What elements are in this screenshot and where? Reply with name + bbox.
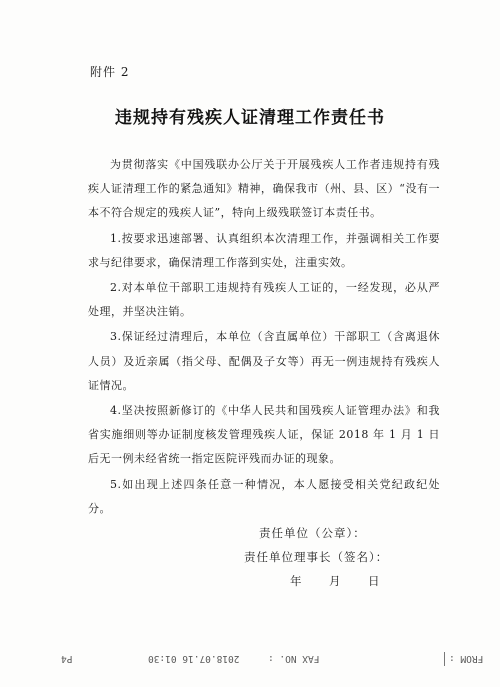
fax-divider	[444, 652, 445, 666]
date-line: 年 月 日	[290, 574, 388, 588]
clause-4-paragraph: 4.坚决按照新修订的《中华人民共和国残疾人证管理办法》和我省实施细则等办证制度核发管理残疾人证，保证 2018 年 1 月 1 日后无一例未经省统一指定医院评残而办证的现象。	[88, 404, 440, 466]
clause-1-paragraph: 1.按要求迅速部署、认真组织本次清理工作，并强调相关工作要求与纪律要求，确保清理工作落到实处，注重实效。	[88, 231, 440, 269]
document-body	[88, 153, 440, 522]
fax-page-number: P4	[61, 653, 73, 664]
document-title: 违规持有残疾人证清理工作责任书	[115, 108, 385, 128]
clause-5-paragraph: 5.如出现上述四条任意一种情况，本人愿接受相关党纪政纪处分。	[88, 477, 440, 515]
clause-3-paragraph: 3.保证经过清理后，本单位（含直属单位）干部职工（含离退休人员）及近亲属（指父母、配偶及子女等）再无一例违规持有残疾人证情况。	[88, 330, 440, 392]
intro-paragraph: 为贯彻落实《中国残联办公厅关于开展残疾人工作者违规持有残疾人证清理工作的紧急通知》精神，确保我市（州、县、区）“没有一本不符合规定的残疾人证”，特向上级残联签订本责任书。	[88, 158, 440, 220]
director-signature-line: 责任单位理事长（签名）：	[244, 550, 389, 564]
fax-number-label: FAX NO. :	[268, 653, 320, 664]
clause-2-paragraph: 2.对本单位干部职工违规持有残疾人工证的，一经发现，必从严处理，并坚决注销。	[88, 281, 440, 319]
fax-from-label: FROM :	[449, 653, 484, 664]
fax-header-strip	[0, 650, 500, 670]
responsible-unit-seal-line: 责任单位（公章）：	[259, 526, 366, 540]
attachment-label: 附件 2	[90, 65, 130, 79]
fax-datetime: 2018.07.16 01:30	[148, 653, 240, 664]
